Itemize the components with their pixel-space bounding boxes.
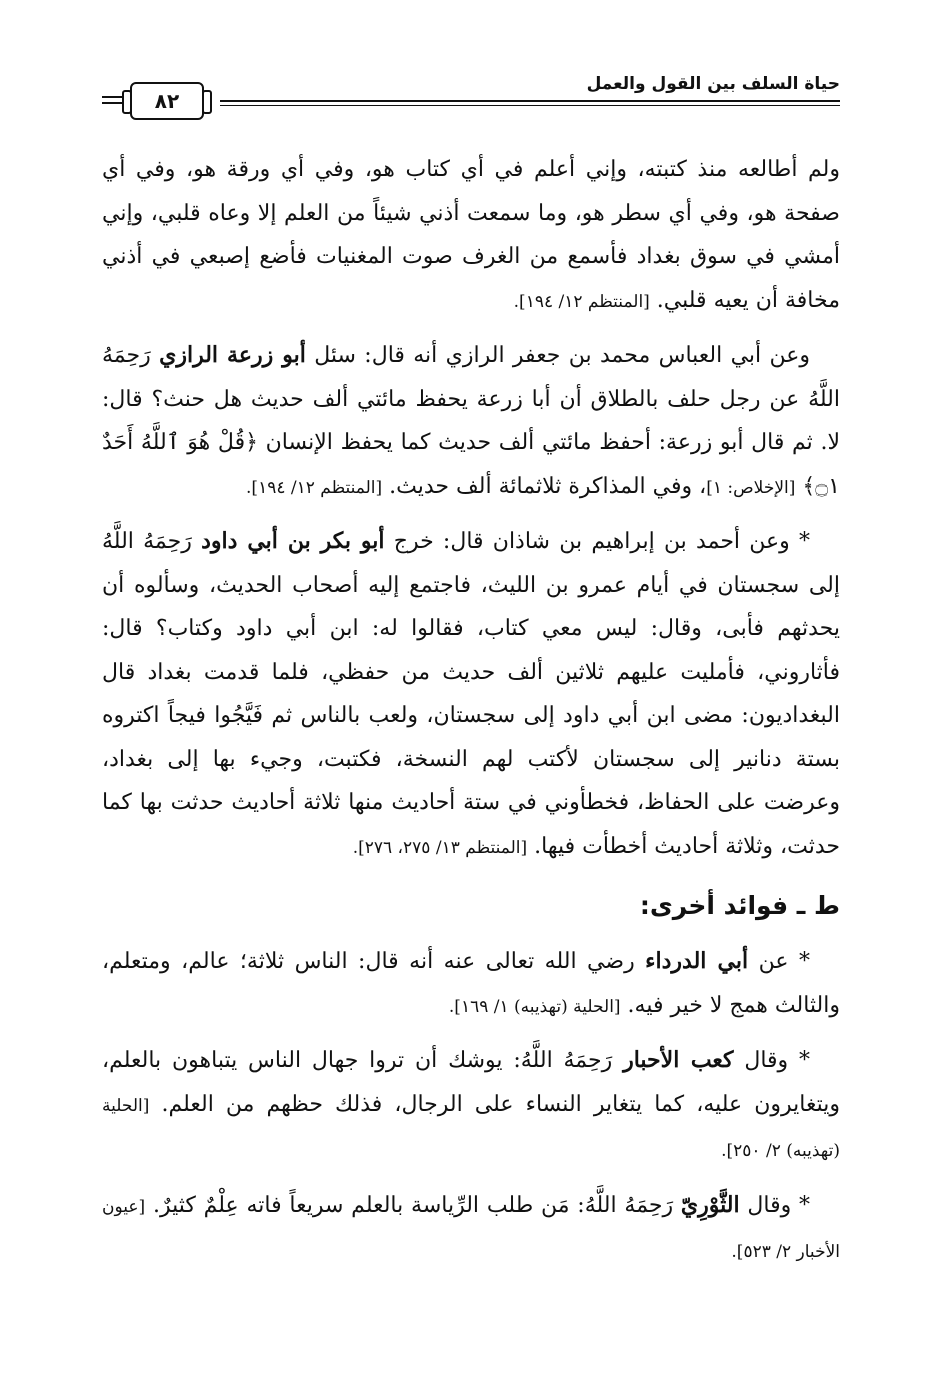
citation: [الحلية (تهذيبه) ١/ ١٦٩]. <box>448 996 621 1017</box>
text: * وقال <box>739 1192 810 1218</box>
text: * عن <box>748 949 810 974</box>
page-body <box>102 148 840 1285</box>
page-number: ٨٢ <box>154 89 180 113</box>
citation: [المنتظم ١٢/ ١٩٤]. <box>513 291 650 312</box>
header-rule-thin <box>220 105 840 106</box>
citation: [الحلية (تهذيبه) ٢/ ٢٥٠]. <box>102 1095 840 1161</box>
narrator-name: أبو بكر بن أبي داود <box>201 528 385 554</box>
ornament-line <box>102 96 122 98</box>
text: * وعن أحمد بن إبراهيم بن شاذان قال: خرج <box>384 529 810 554</box>
paragraph <box>102 940 840 1029</box>
text: رَحِمَهُ اللَّهُ: يوشك أن تروا جهال الناس يتباهون بالعلم، ويتغايرون عليه، كما يتغاير النساء على الرجال، فذلك حظهم من العلم. <box>102 1048 840 1117</box>
running-title: حياة السلف بين القول والعمل <box>586 74 840 94</box>
paragraph <box>102 148 840 324</box>
text: رضي الله تعالى عنه أنه قال: الناس ثلاثة؛ عالم، ومتعلم، والثالث همج لا خير فيه. <box>102 949 840 1018</box>
text: وعن أبي العباس محمد بن جعفر الرازي أنه قال: سئل <box>305 343 811 368</box>
paragraph <box>102 334 840 510</box>
narrator-name: كعب الأحبار <box>623 1047 734 1073</box>
ornament-line <box>102 102 122 104</box>
text: رَحِمَهُ اللَّهُ إلى سجستان في أيام عمرو بن الليث، فاجتمع إليه أصحاب الحديث، وسألوه أن يحدثهم فأبى، وقال: ليس معي كتاب، فقالوا له: ابن أبي داود وكتاب؟ قال: فأثاروني، فأمليت عليهم ثلاثين ألف حديث من حفظي، فلما قدمت بغداد قال البغداديون: مضى ابن أبي داود إلى سجستان، ولعب بالناس ثم فَيَّجُوا فيجاً اكتروه بستة دنانير إلى سجستان لأكتب لهم النسخة، فكتبت، وجيء بها إلى بغداد، وعرضت على الحفاظ، فخطأوني في ستة أحاديث منها ثلاثة أحاديث حدثت بها كما حدثت، وثلاثة أحاديث أخطأت فيها. <box>102 529 840 859</box>
narrator-name: الثَّوْرِيّ <box>680 1191 740 1218</box>
section-heading: ط ـ فوائد أخرى: <box>639 891 840 920</box>
text: * وقال <box>733 1048 811 1073</box>
citation: [الإخلاص: ١] <box>706 477 796 498</box>
paragraph <box>102 1039 840 1174</box>
text: رَحِمَهُ اللَّهُ عن رجل حلف بالطلاق أن أبا زرعة يحفظ مائتي ألف حديث هل حنث؟ قال: لا. ثم قال أبو زرعة: أحفظ مائتي ألف حديث كما يحفظ الإنسان ﴿قُلْ هُوَ ٱللَّهُ أَحَدٌ ۝١﴾ <box>102 343 840 499</box>
narrator-name: أبي الدرداء <box>645 948 749 974</box>
text: ولم أطالعه منذ كتبته، وإني أعلم في أي كتاب هو، وفي أي ورقة هو، وفي أي صفحة هو، وفي أي سطر هو، وما سمعت أذني شيئاً من العلم إلا وعاه قلبي، وإني أمشي في سوق بغداد فأسمع من الغرف صوت المغنيات فأضع إصبعي في أذني مخافة أن يعيه قلبي. <box>102 157 840 313</box>
page-number-badge <box>130 82 204 120</box>
narrator-name: أبو زرعة الرازي <box>159 342 306 368</box>
header-rule <box>220 100 840 102</box>
paragraph <box>102 520 840 870</box>
citation: [عيون الأخبار ٢/ ٥٢٣]. <box>102 1196 840 1262</box>
text: رَحِمَهُ اللَّهُ: مَن طلب الرِّياسة بالعلم سريعاً فاته عِلْمٌ كثيرٌ. <box>145 1192 681 1218</box>
citation: [المنتظم ١٢/ ١٩٤]. <box>246 477 383 498</box>
paragraph <box>102 1184 840 1275</box>
page-header <box>102 68 840 128</box>
citation: [المنتظم ١٣/ ٢٧٥، ٢٧٦]. <box>352 837 528 858</box>
text: ، وفي المذاكرة ثلاثمائة ألف حديث. <box>382 473 707 499</box>
